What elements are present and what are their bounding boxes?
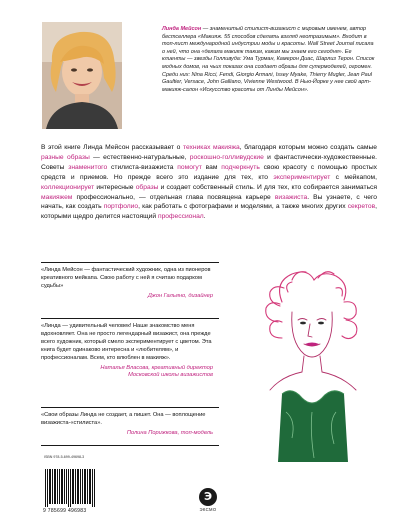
author-photo (42, 22, 122, 129)
publisher-name: ЭКСМО (199, 507, 217, 512)
divider (41, 318, 219, 319)
desc-text: — естественно-натуральные, (89, 153, 187, 161)
desc-text: и фантастически-художественные. Советы (41, 153, 378, 171)
quote-author: Джон Гальяно, дизайнер (147, 292, 213, 299)
author-bio-text: — знаменитый стилист-визажист с мировым именем, автор бестселлера «Макияж. 55 способов сделать взгляд неотразимым». Входит в топ-лист международной индустрии моды и красоты. Wall Street Journal писала о ней, что она «делала макияж таким, каким мы знаем его сегодня». Ее клиенты — звезды Голливуда: Ума Турман, Камерон Диас, Шарлиз Терон. Список модных домов, на чьих показах она создает образы для супермоделей, огромен. Среди них: Nina Ricci, Fendi, Giorgio Armani, Issey Myake, Thierry Mugler, Jean Paul Gaultier, Versace, John Galliano, Vivienne Westwood. В Нью-Йорке у нее свой арт-макияж-салон «Искусство красоты от Линды Мейсон». (162, 26, 375, 93)
author-name: Линда Мейсон (162, 26, 202, 32)
barcode (43, 469, 97, 509)
desc-text: с мейкапом, (330, 173, 378, 181)
isbn-text: ISBN 978-5-699-49698-3 (44, 455, 85, 459)
desc-text: , благодаря которым можно создать самые (239, 144, 378, 151)
desc-text: . (203, 213, 206, 221)
fashion-illustration (252, 262, 372, 482)
desc-highlight: подчеркнуть (221, 163, 260, 171)
divider (41, 445, 219, 446)
publisher-logo (196, 488, 220, 518)
desc-highlight: коллекционирует (41, 183, 95, 191)
desc-text: стилиста-визажиста (107, 163, 174, 171)
desc-highlight: секретов (347, 203, 376, 211)
desc-highlight: знаменитого (68, 163, 108, 171)
quote-author: Полина Порижкова, топ-модель (126, 429, 213, 436)
desc-highlight: профессионал (157, 213, 204, 221)
desc-text: , которыми щедро делится настоящий (41, 203, 378, 221)
desc-text: , как работать с фотографами и моделями, а также многих других (138, 203, 346, 211)
quote-1 (41, 267, 213, 301)
quote-text: «Линда — удивительный человек! Наше знакомство меня вдохновляет. Она не просто легендарный визажист, она прежде всего художник, который смело экспериментирует с цветом. Эта книга будет одинаково интересна и «любителям», и профессионалам. Всем, кто влюблен в макияж». (41, 323, 212, 361)
barcode-number: 9 785699 496983 (43, 508, 87, 514)
desc-text: профессионально, — отдельная глава посвящена карьере (72, 193, 271, 201)
quote-2 (41, 323, 213, 380)
quote-author-line2: Московской школы визажистов (128, 372, 213, 379)
divider (41, 262, 219, 263)
desc-highlight: макияжем (41, 193, 73, 201)
publisher-logo-letter: Э (203, 490, 213, 503)
desc-text: свою красоту с помощью простых средств и приемов. Но прежде всего это издание для тех, кто (41, 163, 378, 181)
desc-text: и создает собственный стиль. И для тех, кто собирается заниматься (158, 183, 378, 191)
desc-text: В этой книге Линда Мейсон рассказывает о (41, 144, 181, 151)
publisher-logo-icon (199, 488, 217, 506)
desc-highlight: разные образы (41, 153, 90, 161)
desc-text: вам (201, 163, 218, 171)
quote-author: Наталья Власова, креативный директор (100, 364, 213, 371)
desc-highlight: визажиста (274, 193, 308, 201)
desc-highlight: техниках макияжа (182, 144, 240, 151)
desc-text: . Вы узнаете, с чего начать, как создать (41, 193, 377, 211)
quote-3 (41, 412, 213, 438)
desc-highlight: экспериментирует (273, 173, 331, 181)
desc-highlight: роскошно-голливудские (189, 153, 264, 161)
book-description (41, 143, 377, 222)
author-bio (162, 26, 376, 94)
desc-highlight: образы (135, 183, 159, 191)
divider (41, 407, 219, 408)
desc-text: интересные (94, 183, 134, 191)
desc-highlight: портфолио (103, 203, 139, 211)
quote-text: «Линда Мейсон — фантастический художник, одна из пионеров креативного мейкапа. Свою работу с ней я считаю подарком судьбы» (41, 267, 211, 289)
desc-highlight: помогут (177, 163, 202, 171)
quote-text: «Свои образы Линда не создает, а пишет. Она — воплощение визажиста-«стилиста». (41, 412, 206, 426)
